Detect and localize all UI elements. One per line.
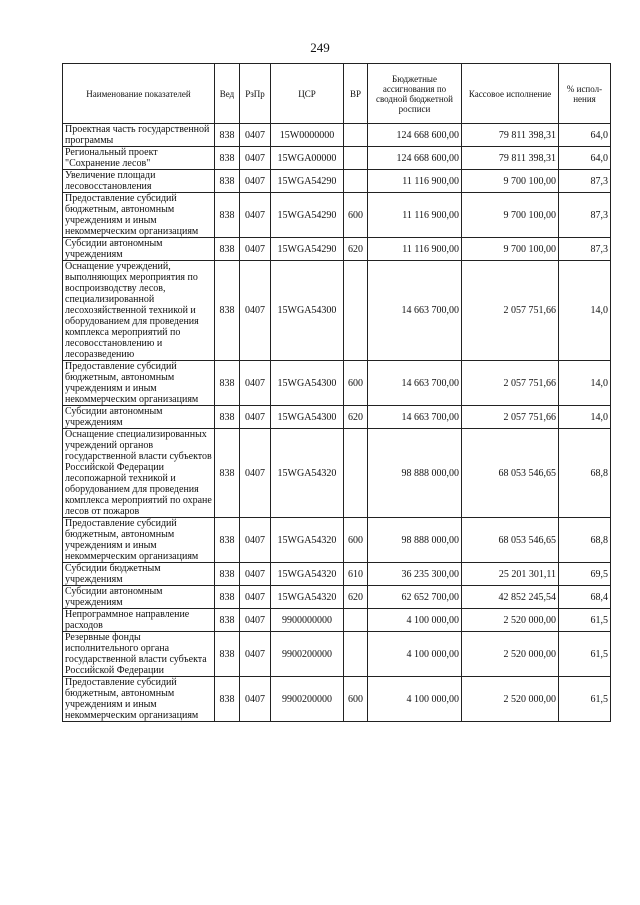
row-name: Региональный проект "Сохранение лесов" <box>63 147 215 170</box>
row-rzpr: 0407 <box>240 238 271 261</box>
row-ved: 838 <box>215 361 240 406</box>
row-name: Предоставление субсидий бюджетным, автономным учреждениям и иным некоммерческим организациям <box>63 361 215 406</box>
row-csr: 15WGA54300 <box>271 361 344 406</box>
col-header-name: Наименование показателей <box>63 64 215 124</box>
table-row <box>63 261 611 361</box>
row-rzpr: 0407 <box>240 563 271 586</box>
row-csr: 15WGA54320 <box>271 563 344 586</box>
page-number: 249 <box>310 40 330 55</box>
row-csr: 15WGA54300 <box>271 261 344 361</box>
table-row <box>63 632 611 677</box>
row-name: Оснащение специализированных учреждений органов государственной власти субъектов Российской Федерации лесопожарной техникой и оборудованием для проведения комплекса мероприятий по охране лесов от пожаров <box>63 429 215 518</box>
row-cash: 2 520 000,00 <box>462 609 559 632</box>
row-ved: 838 <box>215 261 240 361</box>
row-csr: 15WGA54290 <box>271 193 344 238</box>
row-vr: 620 <box>344 406 368 429</box>
row-ved: 838 <box>215 124 240 147</box>
table-row <box>63 147 611 170</box>
row-budget: 11 116 900,00 <box>368 170 462 193</box>
row-name: Оснащение учреждений, выполняющих мероприятия по воспроизводству лесов, специализированной лесохозяйственной техникой и оборудованием для проведения комплекса мероприятий по лесовосстановлению и лесоразведению <box>63 261 215 361</box>
row-percent: 64,0 <box>559 124 611 147</box>
row-name: Субсидии автономным учреждениям <box>63 238 215 261</box>
row-percent: 69,5 <box>559 563 611 586</box>
row-budget: 4 100 000,00 <box>368 609 462 632</box>
row-rzpr: 0407 <box>240 586 271 609</box>
row-rzpr: 0407 <box>240 518 271 563</box>
row-budget: 124 668 600,00 <box>368 124 462 147</box>
row-cash: 2 057 751,66 <box>462 361 559 406</box>
row-ved: 838 <box>215 193 240 238</box>
row-rzpr: 0407 <box>240 429 271 518</box>
row-rzpr: 0407 <box>240 632 271 677</box>
col-header-cash: Кассовое исполнение <box>462 64 559 124</box>
row-ved: 838 <box>215 238 240 261</box>
row-percent: 64,0 <box>559 147 611 170</box>
col-header-csr: ЦСР <box>271 64 344 124</box>
row-budget: 124 668 600,00 <box>368 147 462 170</box>
row-cash: 2 057 751,66 <box>462 406 559 429</box>
row-vr: 620 <box>344 238 368 261</box>
row-cash: 42 852 245,54 <box>462 586 559 609</box>
row-rzpr: 0407 <box>240 170 271 193</box>
row-vr: 610 <box>344 563 368 586</box>
table-row <box>63 518 611 563</box>
header-row <box>63 64 611 124</box>
row-name: Непрограммное направление расходов <box>63 609 215 632</box>
row-ved: 838 <box>215 632 240 677</box>
row-budget: 14 663 700,00 <box>368 261 462 361</box>
row-name: Резервные фонды исполнительного органа государственной власти субъекта Российской Федерации <box>63 632 215 677</box>
row-cash: 25 201 301,11 <box>462 563 559 586</box>
table-row <box>63 609 611 632</box>
row-ved: 838 <box>215 563 240 586</box>
col-header-percent: % испол-нения <box>559 64 611 124</box>
row-vr: 620 <box>344 586 368 609</box>
row-name: Предоставление субсидий бюджетным, автономным учреждениям и иным некоммерческим организациям <box>63 518 215 563</box>
row-rzpr: 0407 <box>240 406 271 429</box>
row-name: Субсидии автономным учреждениям <box>63 406 215 429</box>
row-vr <box>344 170 368 193</box>
row-ved: 838 <box>215 677 240 722</box>
row-rzpr: 0407 <box>240 677 271 722</box>
col-header-budget: Бюджетные ассигнования по сводной бюджетной росписи <box>368 64 462 124</box>
row-budget: 4 100 000,00 <box>368 632 462 677</box>
table-row <box>63 406 611 429</box>
row-rzpr: 0407 <box>240 361 271 406</box>
table-row <box>63 563 611 586</box>
row-rzpr: 0407 <box>240 193 271 238</box>
row-cash: 79 811 398,31 <box>462 124 559 147</box>
row-ved: 838 <box>215 586 240 609</box>
row-percent: 14,0 <box>559 361 611 406</box>
row-cash: 79 811 398,31 <box>462 147 559 170</box>
row-name: Проектная часть государственной программы <box>63 124 215 147</box>
row-percent: 61,5 <box>559 609 611 632</box>
budget-table <box>62 63 611 722</box>
row-cash: 68 053 546,65 <box>462 518 559 563</box>
row-percent: 87,3 <box>559 193 611 238</box>
row-csr: 9900000000 <box>271 609 344 632</box>
row-budget: 98 888 000,00 <box>368 429 462 518</box>
row-csr: 15WGA54320 <box>271 586 344 609</box>
row-vr: 600 <box>344 677 368 722</box>
row-percent: 61,5 <box>559 677 611 722</box>
row-csr: 15WGA54290 <box>271 170 344 193</box>
row-vr <box>344 429 368 518</box>
row-csr: 15WGA54320 <box>271 429 344 518</box>
row-percent: 14,0 <box>559 406 611 429</box>
row-percent: 68,4 <box>559 586 611 609</box>
row-cash: 2 520 000,00 <box>462 677 559 722</box>
row-vr <box>344 632 368 677</box>
row-rzpr: 0407 <box>240 609 271 632</box>
row-csr: 15WGA54300 <box>271 406 344 429</box>
col-header-rzpr: РзПр <box>240 64 271 124</box>
table-row <box>63 361 611 406</box>
row-percent: 14,0 <box>559 261 611 361</box>
row-csr: 15WGA54290 <box>271 238 344 261</box>
row-name: Предоставление субсидий бюджетным, автономным учреждениям и иным некоммерческим организациям <box>63 677 215 722</box>
row-vr: 600 <box>344 193 368 238</box>
row-name: Субсидии бюджетным учреждениям <box>63 563 215 586</box>
row-budget: 98 888 000,00 <box>368 518 462 563</box>
table-row <box>63 429 611 518</box>
col-header-vr: ВР <box>344 64 368 124</box>
row-percent: 87,3 <box>559 170 611 193</box>
row-percent: 87,3 <box>559 238 611 261</box>
row-csr: 15W0000000 <box>271 124 344 147</box>
row-budget: 4 100 000,00 <box>368 677 462 722</box>
row-csr: 15WGA54320 <box>271 518 344 563</box>
row-ved: 838 <box>215 170 240 193</box>
row-vr <box>344 261 368 361</box>
row-ved: 838 <box>215 518 240 563</box>
table-row <box>63 170 611 193</box>
row-cash: 68 053 546,65 <box>462 429 559 518</box>
row-percent: 61,5 <box>559 632 611 677</box>
row-csr: 15WGA00000 <box>271 147 344 170</box>
row-name: Увеличение площади лесовосстановления <box>63 170 215 193</box>
col-header-ved: Вед <box>215 64 240 124</box>
row-vr <box>344 147 368 170</box>
table-row <box>63 677 611 722</box>
row-rzpr: 0407 <box>240 147 271 170</box>
row-cash: 9 700 100,00 <box>462 238 559 261</box>
row-cash: 9 700 100,00 <box>462 193 559 238</box>
row-percent: 68,8 <box>559 518 611 563</box>
row-ved: 838 <box>215 406 240 429</box>
row-name: Субсидии автономным учреждениям <box>63 586 215 609</box>
row-rzpr: 0407 <box>240 261 271 361</box>
row-name: Предоставление субсидий бюджетным, автономным учреждениям и иным некоммерческим организациям <box>63 193 215 238</box>
row-ved: 838 <box>215 147 240 170</box>
table-row <box>63 193 611 238</box>
row-vr: 600 <box>344 518 368 563</box>
row-vr <box>344 609 368 632</box>
row-cash: 2 057 751,66 <box>462 261 559 361</box>
row-budget: 14 663 700,00 <box>368 361 462 406</box>
row-csr: 9900200000 <box>271 677 344 722</box>
row-budget: 14 663 700,00 <box>368 406 462 429</box>
table-row <box>63 124 611 147</box>
row-cash: 2 520 000,00 <box>462 632 559 677</box>
table-row <box>63 586 611 609</box>
row-vr <box>344 124 368 147</box>
row-cash: 9 700 100,00 <box>462 170 559 193</box>
row-budget: 11 116 900,00 <box>368 238 462 261</box>
row-vr: 600 <box>344 361 368 406</box>
table-row <box>63 238 611 261</box>
row-ved: 838 <box>215 609 240 632</box>
row-rzpr: 0407 <box>240 124 271 147</box>
row-ved: 838 <box>215 429 240 518</box>
row-budget: 36 235 300,00 <box>368 563 462 586</box>
row-budget: 62 652 700,00 <box>368 586 462 609</box>
row-budget: 11 116 900,00 <box>368 193 462 238</box>
row-percent: 68,8 <box>559 429 611 518</box>
row-csr: 9900200000 <box>271 632 344 677</box>
